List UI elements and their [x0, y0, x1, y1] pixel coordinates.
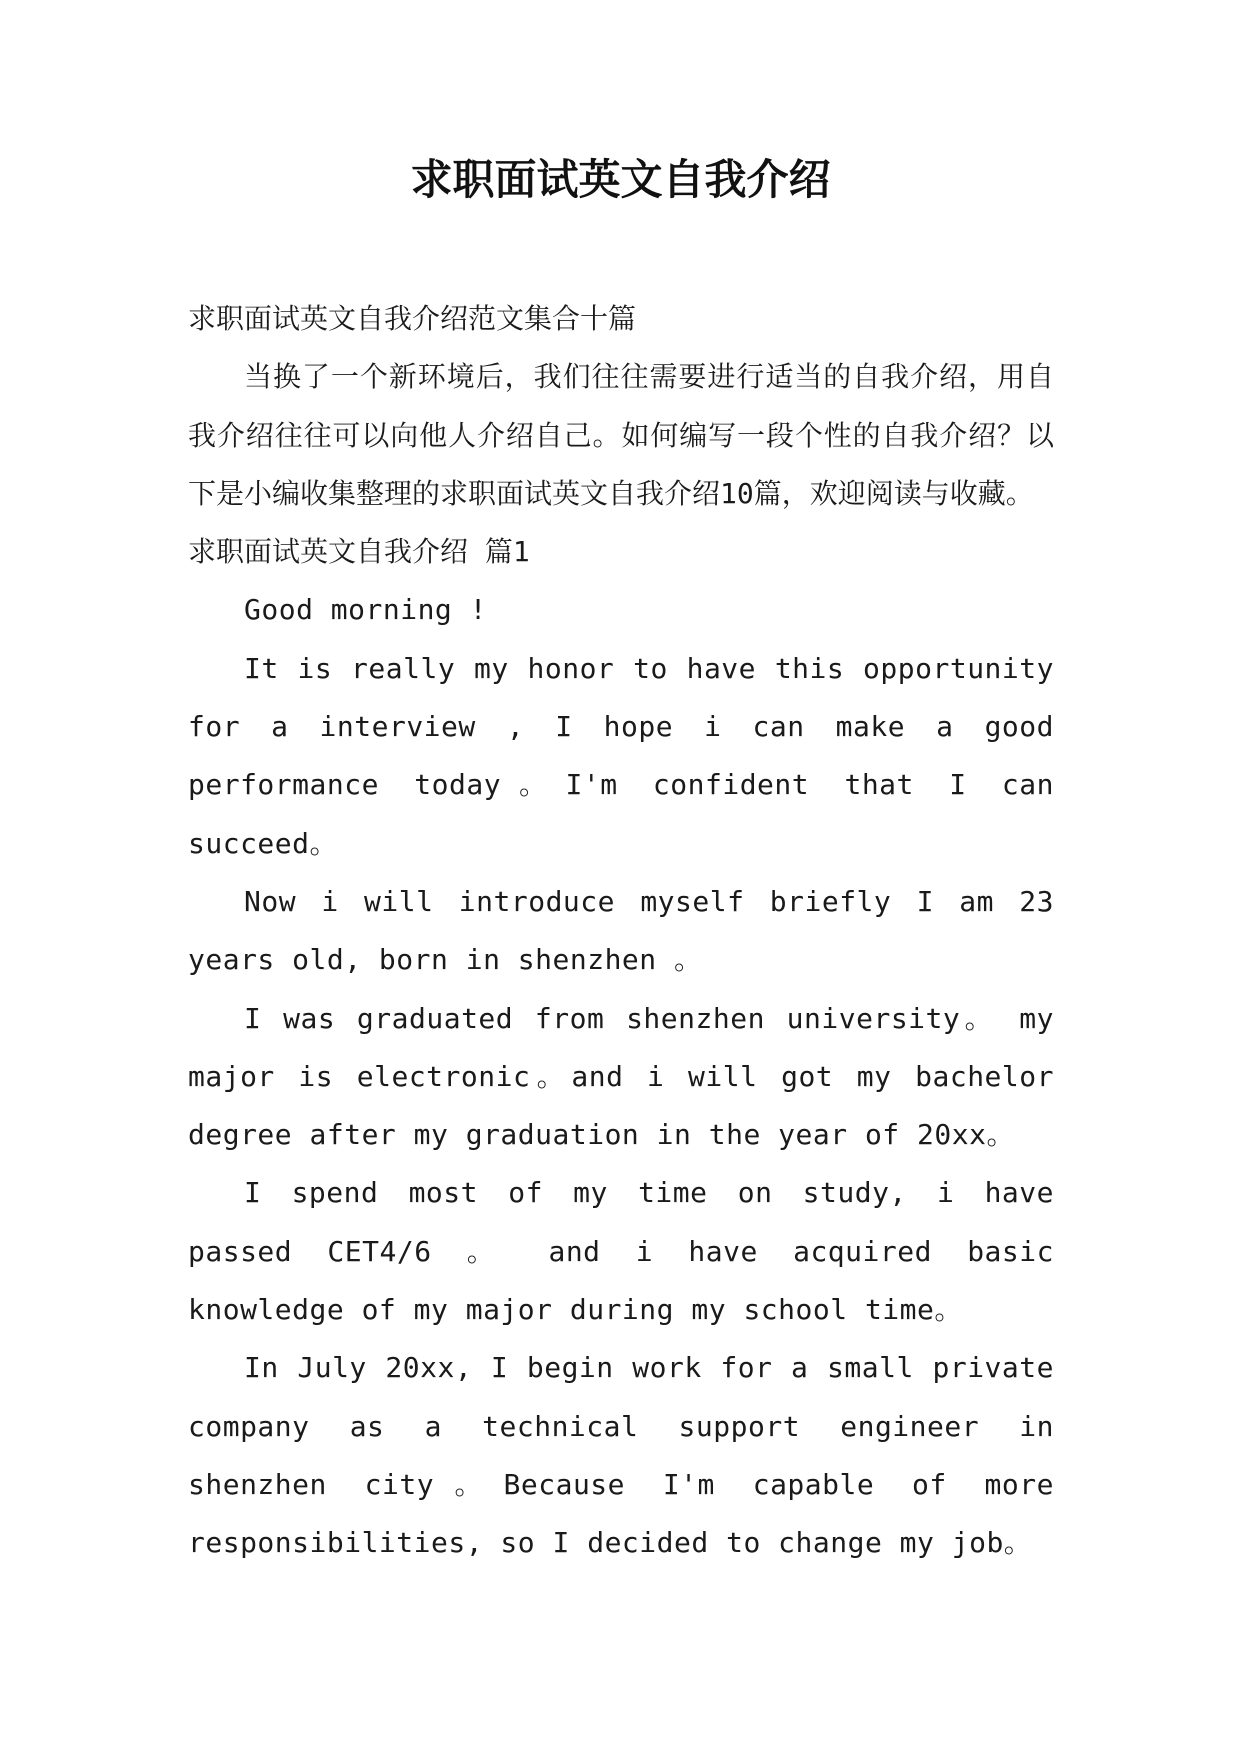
paragraph-education: I was graduated from shenzhen university。 my major is electronic。and i will got my bachelor degree after my graduation in the year of 20xx。: [188, 1001, 1054, 1152]
paragraph-work: In July 20xx, I begin work for a small private company as a technical support engineer in shenzhen city。Because I'm capable of more responsibilities, so I decided to change my job。: [188, 1351, 1054, 1560]
paragraph-study: I spend most of my time on study, i have passed CET4/6 。 and i have acquired basic knowledge of my major during my school time。: [188, 1176, 1054, 1327]
paragraph-introduce: Now i will introduce myself briefly I am 23 years old, born in shenzhen 。: [188, 884, 1054, 977]
document-title: 求职面试英文自我介绍: [410, 155, 831, 204]
paragraph-greeting: Good morning !: [244, 593, 488, 627]
document-subtitle: 求职面试英文自我介绍范文集合十篇: [188, 302, 637, 335]
document-body: [188, 290, 1054, 1573]
intro-paragraph: 当换了一个新环境后，我们往往需要进行适当的自我介绍，用自我介绍往往可以向他人介绍自己。如何编写一段个性的自我介绍？以下是小编收集整理的求职面试英文自我介绍10篇，欢迎阅读与收藏。: [188, 360, 1054, 510]
paragraph-honor: It is really my honor to have this opportunity for a interview , I hope i can make a good performance today。I'm confident that I can succeed。: [188, 651, 1054, 860]
section-heading: 求职面试英文自我介绍 篇1: [188, 535, 530, 569]
